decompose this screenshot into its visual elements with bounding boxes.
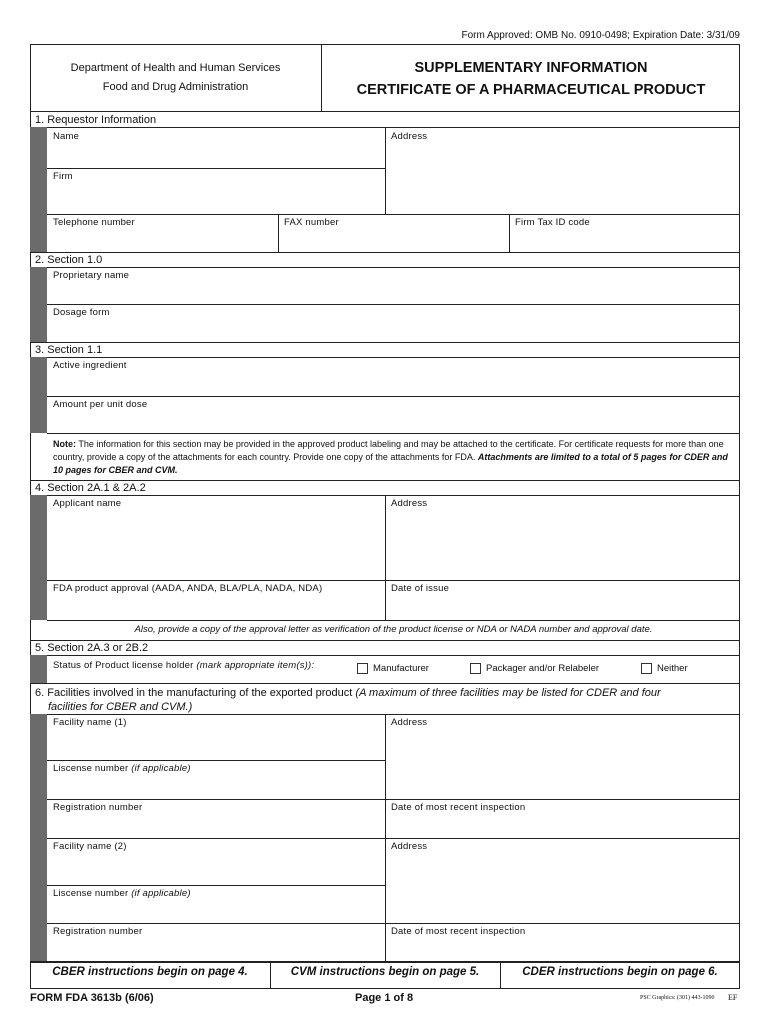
neither-checkbox[interactable] xyxy=(641,663,652,674)
form-title xyxy=(322,44,740,112)
fax-label: FAX number xyxy=(284,217,339,228)
note-text: The information for this section may be provided in the approved product labeling and may be attached to the certificate. For certificate requests for more than one country, provide a copy of the attachments for each country. Provide one copy of the attachments for FDA. xyxy=(53,439,724,462)
facility-1-name-field[interactable] xyxy=(47,714,385,760)
active-ingredient-field[interactable] xyxy=(47,357,740,396)
page-number: Page 1 of 8 xyxy=(355,992,414,1004)
firm-label: Firm xyxy=(53,171,73,182)
license-status-label: Status of Product license holder (mark appropriate item(s)): xyxy=(53,660,315,671)
neither-label: Neither xyxy=(657,663,688,675)
applicant-address-label: Address xyxy=(391,498,428,509)
dosage-form-label: Dosage form xyxy=(53,307,110,318)
facility-2-registration-field[interactable] xyxy=(47,923,385,961)
facility-1-inspection-field[interactable] xyxy=(385,799,740,838)
section-2-bar xyxy=(30,267,47,342)
cder-instructions: CDER instructions begin on page 6. xyxy=(522,966,718,978)
telephone-label: Telephone number xyxy=(53,217,135,228)
facility-2-address-field[interactable] xyxy=(385,838,740,923)
agency-block xyxy=(30,44,322,112)
tax-id-field[interactable] xyxy=(509,214,740,252)
facility-1-inspection-label: Date of most recent inspection xyxy=(391,802,526,813)
facility-2-name-field[interactable] xyxy=(47,838,385,885)
neither-option[interactable] xyxy=(641,663,688,674)
manufacturer-checkbox[interactable] xyxy=(357,663,368,674)
note-emphasis: Attachments are limited to a total of 5 pages for CDER and 10 pages for CBER and CVM. xyxy=(53,452,728,475)
agency-line-2: Food and Drug Administration xyxy=(102,81,249,93)
requestor-name-field[interactable] xyxy=(47,128,385,167)
facility-2-address-label: Address xyxy=(391,841,428,852)
cvm-instructions: CVM instructions begin on page 5. xyxy=(290,966,480,978)
telephone-field[interactable] xyxy=(47,214,278,252)
manufacturer-label: Manufacturer xyxy=(373,663,429,675)
note-label: Note: xyxy=(53,439,76,449)
cber-instructions: CBER instructions begin on page 4. xyxy=(52,966,248,978)
fda-approval-field[interactable] xyxy=(47,580,385,620)
agency-line-1: Department of Health and Human Services xyxy=(70,62,281,74)
facility-1-license-label: Liscense number xyxy=(53,763,132,774)
title-line-2: CERTIFICATE OF A PHARMACEUTICAL PRODUCT xyxy=(356,82,706,98)
facility-2-registration-label: Registration number xyxy=(53,926,143,937)
amount-per-dose-label: Amount per unit dose xyxy=(53,399,148,410)
section-2-heading: 2. Section 1.0 xyxy=(30,252,740,268)
manufacturer-option[interactable] xyxy=(357,663,429,674)
facility-2-name-label: Facility name (2) xyxy=(53,841,127,852)
dosage-form-field[interactable] xyxy=(47,304,740,341)
fax-field[interactable] xyxy=(278,214,509,252)
form-approval-text: Form Approved: OMB No. 0910-0498; Expiration Date: 3/31/09 xyxy=(461,30,740,41)
packager-checkbox[interactable] xyxy=(470,663,481,674)
license-status-hint: (mark appropriate item(s)): xyxy=(196,660,315,671)
applicant-name-label: Applicant name xyxy=(53,498,122,509)
section-6-heading: 6. Facilities involved in the manufacturing of the exported product (A maximum of three facilities may be listed for CDER and four facilities for CBER and CVM.) xyxy=(30,683,740,715)
requestor-address-label: Address xyxy=(391,131,428,142)
section-5-bar xyxy=(30,655,47,683)
section-6-limit-2: facilities for CBER and CVM.) xyxy=(48,701,193,713)
section-1-bar xyxy=(30,127,47,252)
proprietary-name-label: Proprietary name xyxy=(53,270,130,281)
section-3-heading: 3. Section 1.1 xyxy=(30,342,740,358)
facility-1-registration-field[interactable] xyxy=(47,799,385,838)
date-of-issue-field[interactable] xyxy=(385,580,740,620)
psc-graphics-credit: PSC Graphics: (301) 443-1090 xyxy=(640,995,715,1001)
section-6-limit: (A maximum of three facilities may be listed for CDER and four xyxy=(355,687,661,699)
section-6-bar xyxy=(30,714,47,961)
section-4-bar xyxy=(30,495,47,620)
facility-1-name-label: Facility name (1) xyxy=(53,717,127,728)
facility-2-license-label: Liscense number xyxy=(53,888,132,899)
section-1-heading: 1. Requestor Information xyxy=(35,114,157,126)
packager-label: Packager and/or Relabeler xyxy=(486,663,600,675)
packager-option[interactable] xyxy=(470,663,599,674)
date-of-issue-label: Date of issue xyxy=(391,583,450,594)
amount-per-dose-field[interactable] xyxy=(47,396,740,433)
section-3-bar xyxy=(30,357,47,433)
applicant-name-field[interactable] xyxy=(47,495,385,580)
active-ingredient-label: Active ingredient xyxy=(53,360,127,371)
section-5-heading: 5. Section 2A.3 or 2B.2 xyxy=(30,640,740,656)
tax-id-label: Firm Tax ID code xyxy=(515,217,590,228)
facility-2-license-hint: (if applicable) xyxy=(131,888,191,899)
requestor-address-field[interactable] xyxy=(385,128,740,214)
facility-2-inspection-field[interactable] xyxy=(385,923,740,961)
attachments-note xyxy=(47,433,740,481)
facility-2-inspection-label: Date of most recent inspection xyxy=(391,926,526,937)
facility-1-license-hint: (if applicable) xyxy=(131,763,191,774)
section-4-heading: 4. Section 2A.1 & 2A.2 xyxy=(30,480,740,496)
ef-mark: EF xyxy=(728,993,738,1002)
facility-1-address-field[interactable] xyxy=(385,714,740,799)
title-line-1: SUPPLEMENTARY INFORMATION xyxy=(414,60,648,76)
facility-1-address-label: Address xyxy=(391,717,428,728)
form-identifier: FORM FDA 3613b (6/06) xyxy=(30,992,154,1004)
facility-1-license-field[interactable] xyxy=(47,760,385,799)
facility-2-license-field[interactable] xyxy=(47,885,385,923)
facility-1-registration-label: Registration number xyxy=(53,802,143,813)
fda-approval-label: FDA product approval (AADA, ANDA, BLA/PLA, NADA, NDA) xyxy=(53,583,323,594)
approval-letter-note: Also, provide a copy of the approval letter as verification of the product license or NDA or NADA number and approval date. xyxy=(134,624,653,635)
proprietary-name-field[interactable] xyxy=(47,267,740,304)
requestor-name-label: Name xyxy=(53,131,80,142)
applicant-address-field[interactable] xyxy=(385,495,740,580)
firm-field[interactable] xyxy=(47,168,385,214)
